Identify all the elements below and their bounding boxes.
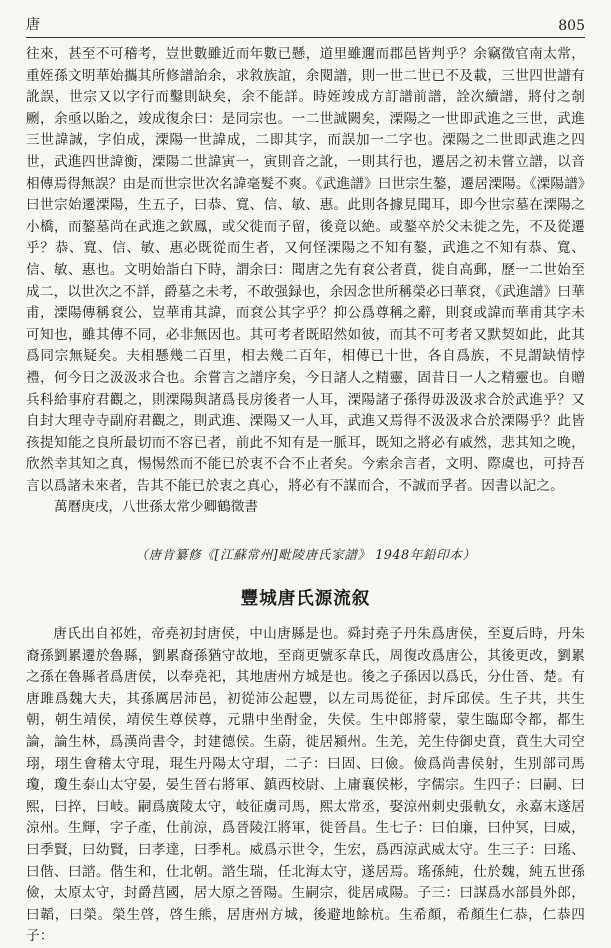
- header-rule: [26, 37, 585, 38]
- source-citation: （唐肯纂修《[江蘇常州]毗陵唐氏家譜》 1948年鉛印本）: [135, 547, 476, 563]
- running-header: [26, 14, 585, 34]
- running-title: 唐: [26, 17, 40, 33]
- page-number: 805: [558, 18, 585, 34]
- preface-signature: 萬曆庚戌，八世孫太常少卿鶴徵書: [54, 499, 258, 516]
- body-text: [26, 44, 585, 948]
- section-paragraph: 唐氏出自祁姓，帝堯初封唐侯，中山唐縣是也。舜封堯子丹朱爲唐侯，至夏后時，丹朱裔孫劉累遷於魯縣，劉累裔孫猶守故地，至商更號豕韋氏，周復改爲唐公，其後更改，劉累之孫在魯縣者爲唐侯，以奉堯祀，其地唐州方城是也。後之子孫因以爲氏，分仕晉、楚。有唐雎爲魏大夫，其孫厲居沛邑，初從沛公起豐，以左司馬從征，封斥邱侯。生子共，共生朝，朝生靖侯，靖侯生尊侯尊，元鼎中坐酎金，失侯。生中郎將蒙，蒙生臨邸令都，都生論，論生林，爲漢尚書令，封建德侯。生蔚，徙居潁州。生羌，羌生侍御史賁，賁生大司空珝，珝生會稽太守琨，琨生丹陽太守瑁，二子：曰固、曰儉。儉爲尚書侯射，生別部司馬瓊，瓊生泰山太守晏，晏生晉右將軍、鎮西校尉、上庸襄侯彬，字儒宗。生四子：曰嗣、曰熙，曰捽，曰岐。嗣爲廣陵太守，岐征虜司馬，熙太常丞，娶涼州刺史張軌女，永嘉末遂居涼州。生輝，字子產，仕前涼，爲晉陵江將軍，徙晉昌。生七子：曰伯廉，曰仲冥，曰威，曰季賢，曰幼賢，曰孝達，曰季札。威爲示世令，生宏，爲西涼武威太守。生三子：曰瑤、曰偕、曰諮。偕生和，仕北朝。諮生瑞，任北海太守，遂居焉。瑤孫純，仕於魏，純五世孫儉，太原太守，封爵莒國，居大原之晉陽。生嗣宗，徙居咸陽。子三：曰謀爲水部員外郎，曰韜，曰榮。榮生啓，啓生熊，居唐州方城，後避地餘杭。生希顏，希顏生仁恭，仁恭四子：: [26, 626, 585, 945]
- section-title: 豐城唐氏源流叙: [240, 589, 371, 610]
- preface-paragraph: 往來，甚至不可稽考，豈世數雖近而年數已懸，道里雖邇而郡邑皆判乎？余竊徵官南太常，重姪孫文明華始攜其所修譜詒余，求敘族誼，余閱譜，則一世二世已不及載，三世四世譜有訛誤，世宗又以字行而鑿則缺矣，余不能詳。時姪竣成方訂譜前譜，詮次續譜，將付之剞劂，余亟以貽之，竣成復余曰：是同宗也。一二世誠闕矣，溧陽之一世即武進之三世，武進三世諱誠，字伯成，溧陽一世諱成，二即其字，而誤加一二字也。溧陽之二世即武進之四世，武進四世諱衡，溧陽二世諱寅一，寅則音之訛，一則其行也，遷居之初未嘗立譜，以音相傳焉得無誤？由是而世宗世次名諱毫髮不爽。《武進譜》曰世宗生鏊，遷居溧陽。《溧陽譜》曰世宗始遷溧陽，生五子，曰恭、寬、信、敏、惠。此則各據見聞耳，即今世宗墓在溧陽之小橋，而鏊墓尚在武進之欽鳳，或父徙而子留，後竟以絶。或鏊卒於父未徙之先，不及從遷乎？恭、寬、信、敏、惠必既從而生者，又何怪溧陽之不知有鏊，武進之不知有恭、寬、信、敏、惠也。文明始詣白下時，謂余曰：聞唐之先有袞公者賁，徙自高郵，歷一二世始至成二，以世次之不詳，爵墓之未考，不敢强録也，余因念世所稱榮必曰華袞，《武進譜》曰華甫，溧陽傳稱袞公，豈華甫其諱，而袞公其字乎？抑公爲尊稱之辭，則袞或諱而華甫其字未可知也，雖其傳不同，必非無因也。其可考者既昭然如彼，而其不可考者又默契如此，此其爲同宗無疑矣。夫相懸幾二百里，相去幾二百年，相傳已十世，各自爲族，不見謂缺情悖禮，何今日之汲汲求合也。余嘗言之譜序矣，今日諸人之精靈，固昔日一人之精靈也。自贈兵科給事府君觀之，則溧陽與諸爲長房後者一人耳，溧陽諸子孫得毋汲汲求合於武進乎？又自封大理寺寺副府君觀之，則武進、溧陽又一人耳，武進又焉得不汲汲求合於溧陽乎？此皆孩提知能之良所最切而不容已者，前此不知有是一脈耳，既知之將必有戚然，悲其知之晚，欣然幸其知之真，惕惕然而不能已於衷不合不止者矣。今索余言者，文明、際虞也，可持吾言以爲諸未來者，告其不能已於衷之真心，將必有不謀而合，不誠而孚者。因書以記之。: [26, 46, 585, 494]
